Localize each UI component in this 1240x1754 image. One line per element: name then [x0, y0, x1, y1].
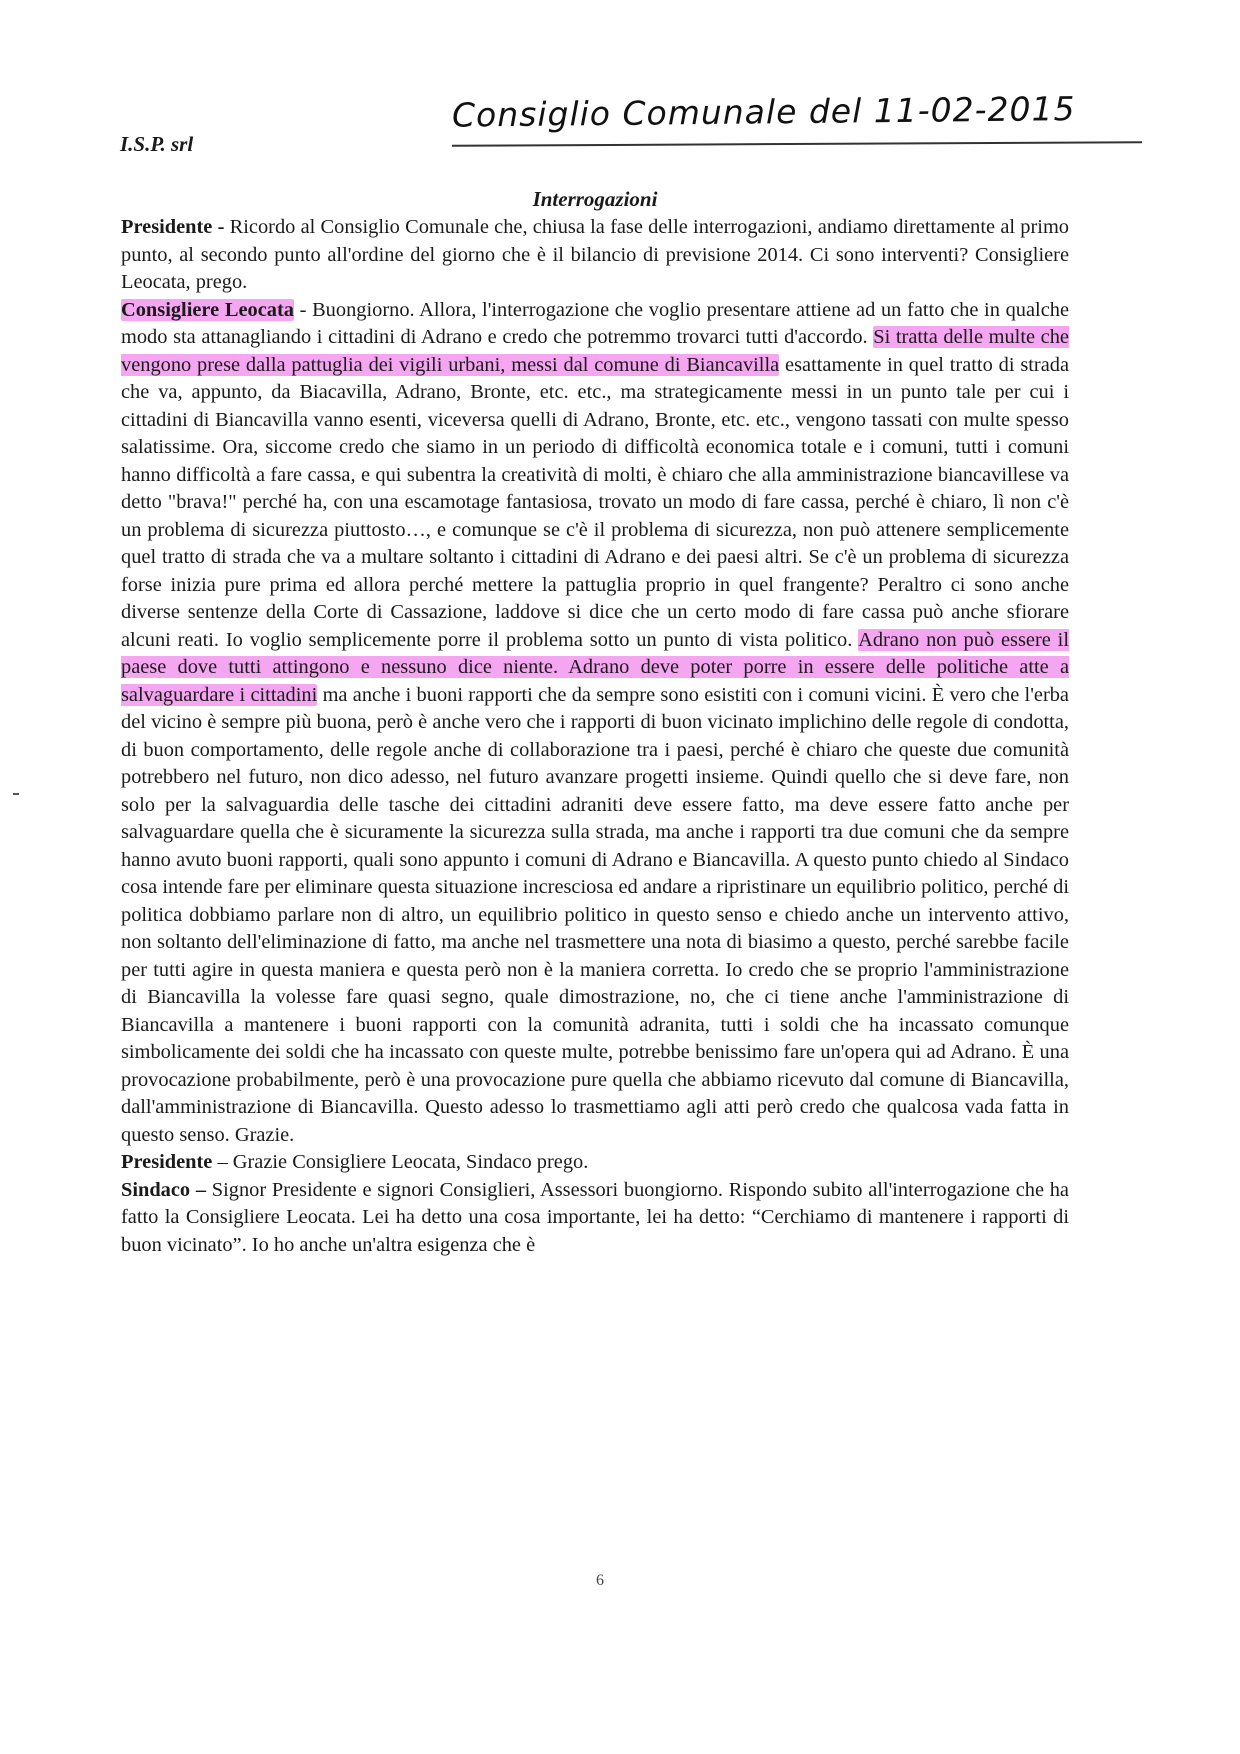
speaker-label: Sindaco –: [121, 1178, 207, 1201]
paragraph-text: Ricordo al Consiglio Comunale che, chiusa la fase delle interrogazioni, andiamo direttamente al primo punto, al secondo punto all'ordine del giorno che è il bilancio di previsione 2014. Ci sono interventi? Consigliere Leocata, prego.: [121, 216, 1069, 293]
paragraph-text: – Grazie Consigliere Leocata, Sindaco prego.: [212, 1151, 589, 1173]
speaker-label-highlighted: Consigliere Leocata: [121, 298, 294, 321]
paragraph-text: Signor Presidente e signori Consiglieri, Assessori buongiorno. Rispondo subito all'interrogazione che ha fatto la Consigliere Leocata. Lei ha detto una cosa importante, lei ha detto: “Cerchiamo di mantenere i rapporti di buon vicinato”. Io ho anche un'altra esigenza che è: [121, 1178, 1069, 1256]
section-heading: Interrogazioni: [532, 187, 658, 211]
paragraph-leocata: [121, 297, 1069, 1150]
paragraph-presidente-2: [121, 1149, 1069, 1177]
page-number: 6: [596, 1572, 604, 1589]
highlighted-text: Si tratta delle multe che vengono prese dalla pattuglia dei vigili urbani, messi dal comune di Biancavilla: [121, 326, 1069, 376]
title-underline: [452, 141, 1142, 147]
company-name: I.S.P. srl: [120, 132, 194, 156]
speaker-label: Presidente -: [121, 216, 225, 238]
transcript-body: [121, 214, 1069, 1259]
paragraph-text: - Buongiorno. Allora, l'interrogazione che voglio presentare attiene ad un fatto che in qualche modo sta attanagliando i cittadini di Adrano e credo che potremmo trovarci tutti d'accordo.: [121, 298, 1069, 348]
paragraph-text: esattamente in quel tratto di strada che va, appunto, da Biacavilla, Adrano, Bronte, etc. etc., ma strategicamente messi in un punto tale per cui i cittadini di Biancavilla vanno esenti, viceversa quelli di Adrano, Bronte, etc. etc., vengono tassati con multe spesso salatissime. Ora, siccome credo che siamo in un periodo di difficoltà economica totale e i comuni, tutti i comuni hanno difficoltà a fare cassa, e qui subentra la creatività di molti, è chiaro che alla amministrazione biancavillese va detto "brava!" perché ha, con una escamotage fantasiosa, trovato un modo di fare cassa, perché è chiaro, lì non c'è un problema di sicurezza piuttosto…, e comunque se c'è il problema di sicurezza, non può attenere semplicemente quel tratto di strada che va a multare soltanto i cittadini di Adrano e dei paesi altri. Se c'è un problema di sicurezza forse inizia pure prima ed allora perché mettere la pattuglia proprio in quel frangente? Peraltro ci sono anche diverse sentenze della Corte di Cassazione, laddove si dice che un certo modo di fare cassa può anche sfiorare alcuni reati. Io voglio semplicemente porre il problema sotto un punto di vista politico.: [121, 353, 1070, 651]
handwritten-title: Consiglio Comunale del 11-02-2015: [451, 89, 1076, 135]
paragraph-sindaco: [121, 1177, 1069, 1260]
paragraph-text: ma anche i buoni rapporti che da sempre sono esistiti con i comuni vicini. È vero che l'erba del vicino è sempre più buona, però è anche vero che i rapporti di buon vicinato implichino delle regole di condotta, di buon comportamento, delle regole anche di collaborazione tra i paesi, perché è chiaro che queste due comunità potrebbero nel futuro, non dico adesso, nel futuro avanzare progetti insieme. Quindi quello che si deve fare, non solo per la salvaguardia delle tasche dei cittadini adraniti deve essere fatto, ma deve essere fatto anche per salvaguardare quella che è sicuramente la sicurezza sulla strada, ma anche i rapporti tra due comuni che da sempre hanno avuto buoni rapporti, quali sono appunto i comuni di Adrano e Biancavilla. A questo punto chiedo al Sindaco cosa intende fare per eliminare questa situazione incresciosa ed andare a ripristinare un equilibrio politico, perché di politica dobbiamo parlare non di altro, un equilibrio politico in questo senso e chiedo anche un intervento attivo, non soltanto dell'eliminazione di fatto, ma anche nel trasmettere una nota di biasimo a questo, perché sarebbe facile per tutti agire in questa maniera e questa però non è la maniera corretta. Io credo che se proprio l'amministrazione di Biancavilla la volesse fare quasi segno, quale dimostrazione, no, che ci tiene anche l'amministrazione di Biancavilla a mantenere i buoni rapporti con la comunità adranita, tutti i soldi che ha incassato comunque simbolicamente dei soldi che ha incassato con queste multe, potrebbe benissimo fare un'opera qui ad Adrano. È una provocazione probabilmente, però è una provocazione pure quella che abbiamo ricevuto dal comune di Biancavilla, dall'amministrazione di Biancavilla. Questo adesso lo trasmettiamo agli atti però credo che qualcosa vada fatta in questo senso. Grazie.: [121, 683, 1069, 1146]
speaker-label: Presidente: [121, 1151, 213, 1173]
paragraph-presidente-1: [121, 214, 1069, 297]
highlighted-text: Adrano non può essere il paese dove tutti attingono e nessuno dice niente. Adrano deve poter porre in essere delle politiche atte a salvaguardare i cittadini: [121, 628, 1070, 706]
scan-mark: [13, 793, 19, 795]
